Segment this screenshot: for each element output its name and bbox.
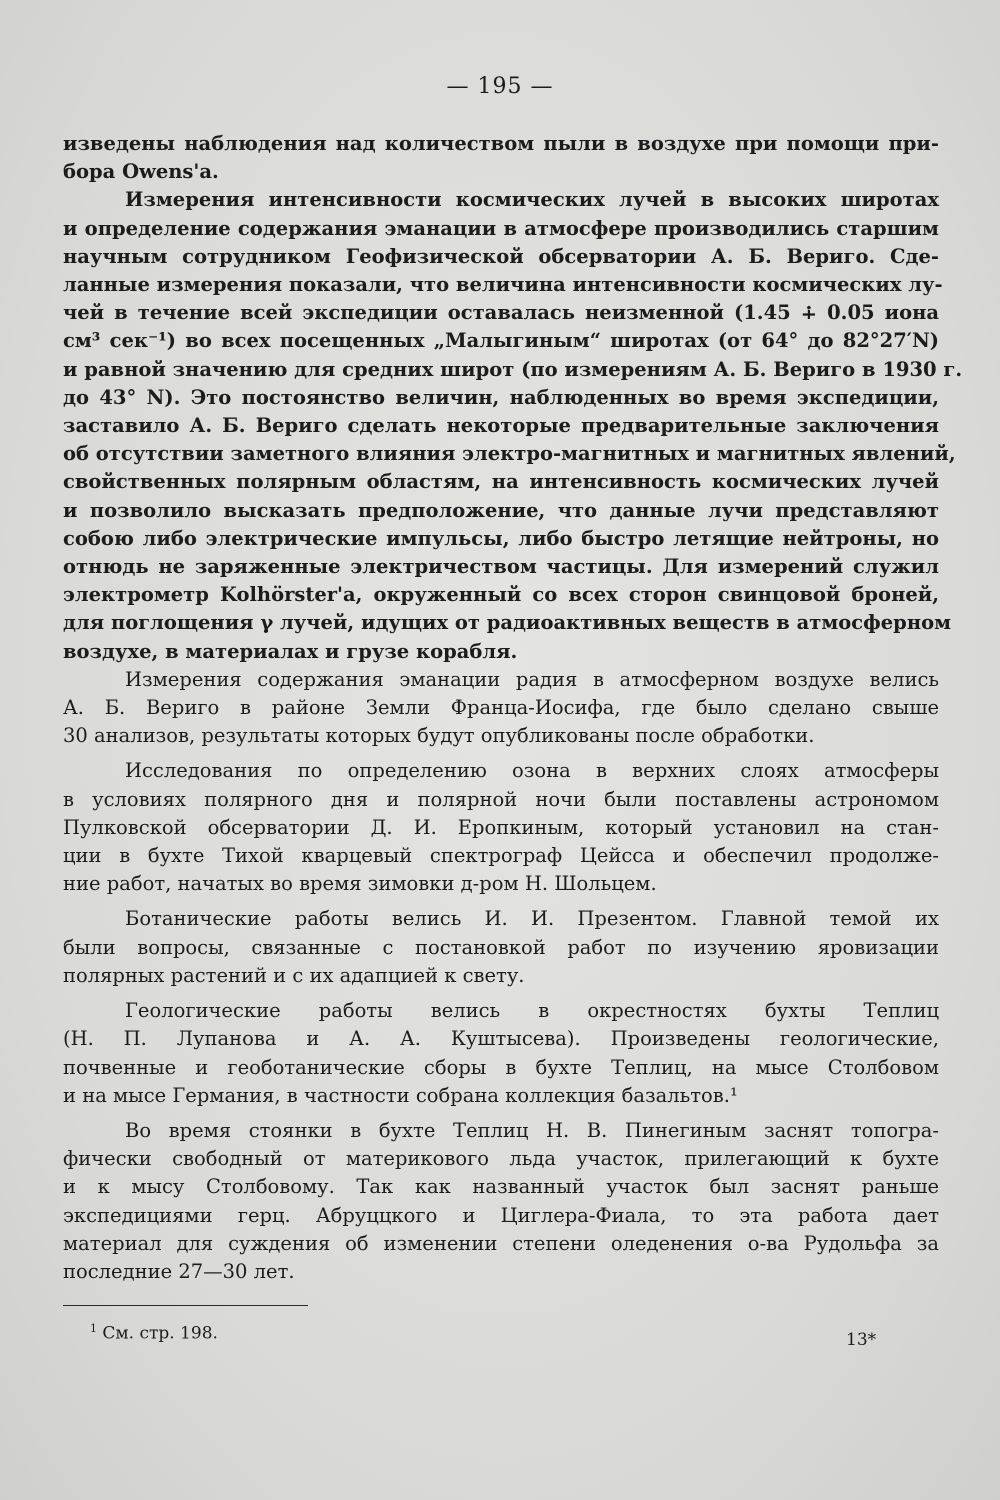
text-line: воздухе, в материалах и грузе корабля. bbox=[63, 639, 518, 663]
paragraph-gap bbox=[63, 898, 939, 905]
text-line: и на мысе Германия, в частности собрана коллекция базальтов.¹ bbox=[63, 1083, 738, 1107]
paragraph-gap bbox=[63, 990, 939, 997]
text-line: Во время стоянки в бухте Теплиц Н. В. Пинегиным заснят топогра- bbox=[125, 1118, 939, 1142]
text-line: см³ сек⁻¹) во всех посещенных „Малыгиным“ широтах (от 64° до 82°27′N) bbox=[63, 329, 939, 353]
text-line: материал для суждения об изменении степени оледенения о-ва Рудольфа за bbox=[63, 1231, 939, 1255]
page-number: — 195 — bbox=[446, 74, 554, 99]
text-line: были вопросы, связанные с постановкой работ по изучению яровизации bbox=[63, 935, 939, 959]
text-line: до 43° N). Это постоянство величин, наблюденных во время экспедиции, bbox=[63, 385, 939, 409]
paragraph bbox=[63, 186, 963, 665]
text-line: и к мысу Столбовому. Так как названный участок был заснят раньше bbox=[63, 1175, 939, 1199]
text-line: и определение содержания эманации в атмосфере производились старшим bbox=[63, 216, 939, 240]
text-line: в условиях полярного дня и полярной ночи были поставлены астрономом bbox=[63, 787, 939, 811]
text-line: свойственных полярным областям, на интенсивность космических лучей bbox=[63, 470, 939, 494]
text-line: заставило А. Б. Вериго сделать некоторые предварительные заключения bbox=[63, 414, 939, 438]
text-line: об отсутствии заметного влияния электро-магнитных и магнитных явлений, bbox=[63, 442, 956, 466]
text-line: электрометр Kolhörster'a, окруженный со всех сторон свинцовой броней, bbox=[63, 583, 939, 607]
text-line: изведены наблюдения над количеством пыли в воздухе при помощи при- bbox=[63, 132, 939, 155]
text-line: Геологические работы велись в окрестностях бухты Теплиц bbox=[125, 999, 939, 1023]
text-line: ланные измерения показали, что величина интенсивности космических лу- bbox=[63, 273, 943, 297]
paragraph-gap bbox=[63, 750, 939, 757]
text-line: научным сотрудником Геофизической обсерватории А. Б. Вериго. Сде- bbox=[63, 244, 939, 268]
text-line: собою либо электрические импульсы, либо быстро летящие нейтроны, но bbox=[63, 526, 939, 550]
body-text bbox=[63, 130, 963, 1286]
text-line: Исследования по определению озона в верхних слоях атмосферы bbox=[125, 759, 939, 783]
text-line: 30 анализов, результаты которых будут опубликованы после обработки. bbox=[63, 724, 815, 748]
paragraph bbox=[63, 757, 939, 898]
text-line: последние 27—30 лет. bbox=[63, 1259, 295, 1283]
text-line: полярных растений и с их адапцией к свету. bbox=[63, 963, 525, 987]
text-line: Пулковской обсерватории Д. И. Еропкиным, который установил на стан- bbox=[63, 815, 939, 839]
paragraph bbox=[63, 1117, 939, 1286]
text-line: для поглощения γ лучей, идущих от радиоактивных веществ в атмосферном bbox=[63, 611, 952, 635]
paragraph bbox=[63, 905, 939, 990]
text-line: (Н. П. Лупанова и А. А. Куштысева). Произведены геологические, bbox=[63, 1027, 939, 1051]
text-line: бора Owens'a. bbox=[63, 160, 219, 184]
text-line: и равной значению для средних широт (по измерениям А. Б. Вериго в 1930 г. bbox=[63, 357, 963, 381]
text-line: А. Б. Вериго в районе Земли Франца-Иосифа, где было сделано свыше bbox=[63, 696, 939, 720]
text-line: и позволило высказать предположение, что данные лучи представляют bbox=[63, 498, 939, 522]
text-line: Ботанические работы велись И. И. Презентом. Главной темой их bbox=[125, 907, 939, 931]
text-line: ние работ, начатых во время зимовки д-ром Н. Шольцем. bbox=[63, 872, 657, 896]
footnote-text: См. стр. 198. bbox=[102, 1323, 218, 1344]
paragraph-gap bbox=[63, 1110, 939, 1117]
text-line: ции в бухте Тихой кварцевый спектрограф Цейсса и обеспечил продолже- bbox=[63, 844, 939, 868]
text-line: Измерения интенсивности космических лучей в высоких широтах bbox=[125, 188, 939, 212]
footnote-marker: 1 bbox=[90, 1322, 97, 1335]
paragraph bbox=[63, 997, 939, 1110]
paragraph bbox=[63, 666, 939, 751]
text-line: почвенные и геоботанические сборы в бухте Теплиц, на мысе Столбовом bbox=[63, 1055, 939, 1079]
text-line: Измерения содержания эманации радия в атмосферном воздухе велись bbox=[125, 667, 939, 691]
text-line: фически свободный от материкового льда участок, прилегающий к бухте bbox=[63, 1147, 939, 1171]
signature-mark: 13* bbox=[846, 1330, 877, 1350]
text-line: экспедициями герц. Абруццкого и Циглера-Фиала, то эта работа дает bbox=[63, 1203, 939, 1227]
footnote bbox=[90, 1322, 218, 1344]
text-line: отнюдь не заряженные электричеством частицы. Для измерений служил bbox=[63, 555, 939, 579]
text-line: чей в течение всей экспедиции оставалась неизменной (1.45 ∔ 0.05 иона bbox=[63, 301, 939, 325]
footnote-divider bbox=[63, 1305, 308, 1306]
paragraph bbox=[63, 130, 939, 186]
